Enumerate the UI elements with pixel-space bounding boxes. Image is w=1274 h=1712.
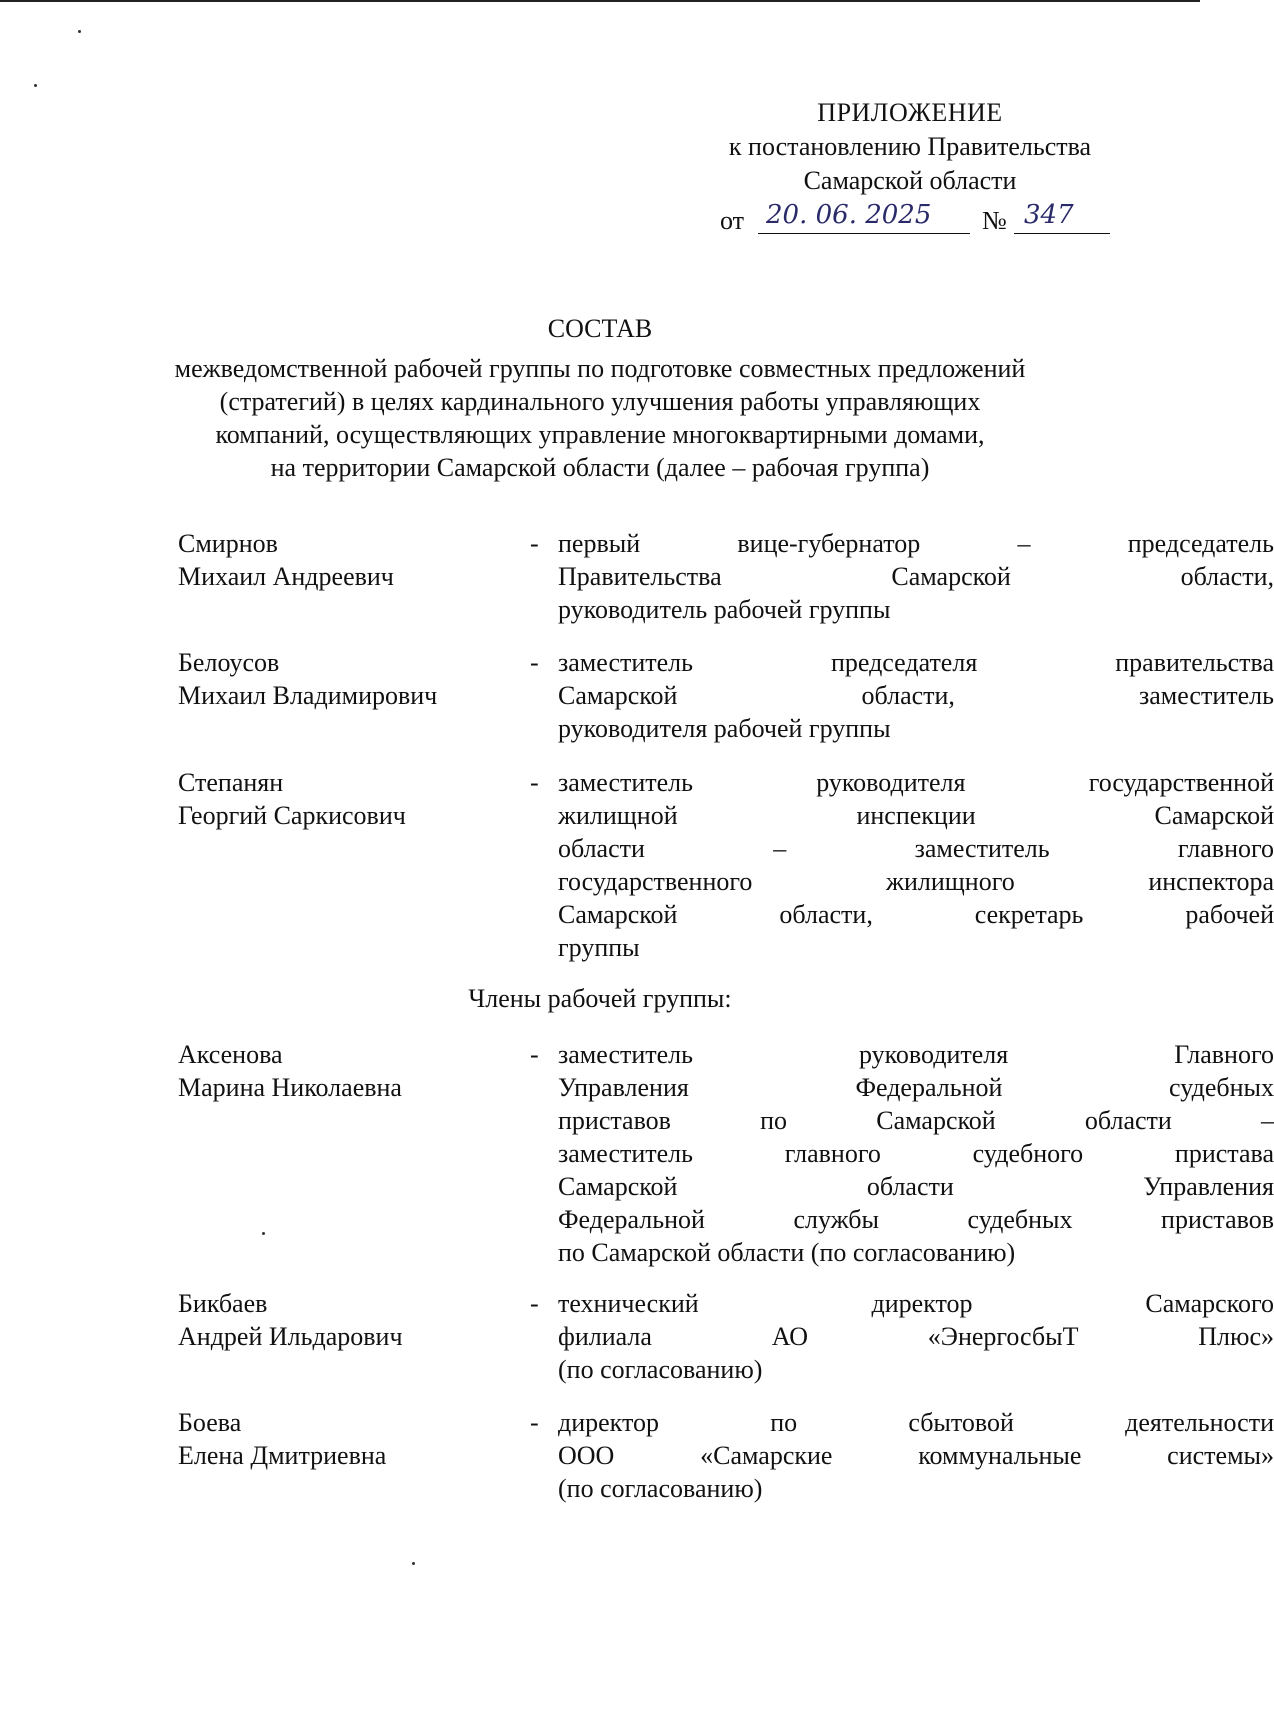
role-line: Управления Федеральной судебных bbox=[558, 1073, 1274, 1102]
document-title: СОСТАВ bbox=[547, 314, 653, 343]
handwritten-date: 20. 06. 2025 bbox=[758, 200, 970, 234]
dash-separator: - bbox=[530, 768, 539, 797]
appendix-caption: ПРИЛОЖЕНИЕ bbox=[817, 98, 1003, 127]
role-line: филиала АО «ЭнергосбыТ Плюс» bbox=[558, 1322, 1274, 1351]
role-line: руководитель рабочей группы bbox=[558, 595, 891, 624]
appendix-block bbox=[700, 96, 1120, 198]
member-surname: Смирнов bbox=[178, 529, 278, 558]
role-line: ООО «Самарские коммунальные системы» bbox=[558, 1441, 1274, 1470]
subtitle-line: межведомственной рабочей группы по подготовке совместных предложений bbox=[174, 354, 1026, 383]
role-line: заместитель председателя правительства bbox=[558, 648, 1274, 677]
member-name bbox=[178, 766, 518, 832]
dash-separator: - bbox=[530, 1040, 539, 1069]
member-surname: Аксенова bbox=[178, 1040, 283, 1069]
number-prefix: № bbox=[982, 206, 1007, 235]
dash-separator: - bbox=[530, 1408, 539, 1437]
dash-separator: - bbox=[530, 529, 539, 558]
role-line: области – заместитель главного bbox=[558, 834, 1274, 863]
member-role bbox=[558, 646, 1274, 745]
role-line: государственного жилищного инспектора bbox=[558, 867, 1274, 896]
appendix-line-3: Самарской области bbox=[803, 166, 1017, 195]
role-line: заместитель руководителя государственной bbox=[558, 768, 1274, 797]
role-line: Самарской области, секретарь рабочей bbox=[558, 900, 1274, 929]
scan-speck bbox=[34, 84, 37, 87]
member-role bbox=[558, 1287, 1274, 1386]
dash-separator: - bbox=[530, 1289, 539, 1318]
appendix-line-2: к постановлению Правительства bbox=[728, 132, 1092, 161]
subtitle-line: (стратегий) в целях кардинального улучшения работы управляющих bbox=[219, 387, 981, 416]
member-given-name: Михаил Владимирович bbox=[178, 681, 438, 710]
role-line: заместитель главного судебного пристава bbox=[558, 1139, 1274, 1168]
member-role bbox=[558, 766, 1274, 964]
member-given-name: Андрей Ильдарович bbox=[178, 1322, 403, 1351]
role-line: группы bbox=[558, 933, 640, 962]
member-given-name: Георгий Саркисович bbox=[178, 801, 406, 830]
member-surname: Степанян bbox=[178, 768, 284, 797]
resolution-date-row bbox=[720, 200, 1120, 240]
date-prefix: от bbox=[720, 206, 745, 235]
role-line: директор по сбытовой деятельности bbox=[558, 1408, 1274, 1437]
member-surname: Бикбаев bbox=[178, 1289, 268, 1318]
member-surname: Белоусов bbox=[178, 648, 280, 677]
member-name bbox=[178, 1038, 518, 1104]
role-line: первый вице-губернатор – председатель bbox=[558, 529, 1274, 558]
role-line: (по согласованию) bbox=[558, 1474, 763, 1503]
scan-speck bbox=[78, 30, 81, 33]
member-given-name: Михаил Андреевич bbox=[178, 562, 394, 591]
role-line: приставов по Самарской области – bbox=[558, 1106, 1274, 1135]
role-line: руководителя рабочей группы bbox=[558, 714, 891, 743]
role-line: Самарской области, заместитель bbox=[558, 681, 1274, 710]
role-line: Самарской области Управления bbox=[558, 1172, 1274, 1201]
role-line: Правительства Самарской области, bbox=[558, 562, 1274, 591]
scan-edge bbox=[0, 0, 1200, 2]
member-surname: Боева bbox=[178, 1408, 242, 1437]
member-role bbox=[558, 1406, 1274, 1505]
member-given-name: Елена Дмитриевна bbox=[178, 1441, 387, 1470]
member-name bbox=[178, 1406, 518, 1472]
member-given-name: Марина Николаевна bbox=[178, 1073, 402, 1102]
dash-separator: - bbox=[530, 648, 539, 677]
scan-speck bbox=[262, 1232, 265, 1235]
role-line: заместитель руководителя Главного bbox=[558, 1040, 1274, 1069]
handwritten-number: 347 bbox=[1014, 200, 1110, 234]
member-name bbox=[178, 1287, 518, 1353]
role-line: по Самарской области (по согласованию) bbox=[558, 1238, 1016, 1267]
role-line: (по согласованию) bbox=[558, 1355, 763, 1384]
member-name bbox=[178, 527, 518, 593]
role-line: технический директор Самарского bbox=[558, 1289, 1274, 1318]
member-name bbox=[178, 646, 518, 712]
subtitle-line: на территории Самарской области (далее – рабочая группа) bbox=[270, 453, 930, 482]
role-line: Федеральной службы судебных приставов bbox=[558, 1205, 1274, 1234]
scan-speck bbox=[412, 1562, 415, 1565]
role-line: жилищной инспекции Самарской bbox=[558, 801, 1274, 830]
document-subtitle bbox=[150, 352, 1050, 484]
member-role bbox=[558, 527, 1274, 626]
member-role bbox=[558, 1038, 1274, 1269]
members-heading: Члены рабочей группы: bbox=[468, 984, 732, 1013]
subtitle-line: компаний, осуществляющих управление многоквартирными домами, bbox=[215, 420, 985, 449]
